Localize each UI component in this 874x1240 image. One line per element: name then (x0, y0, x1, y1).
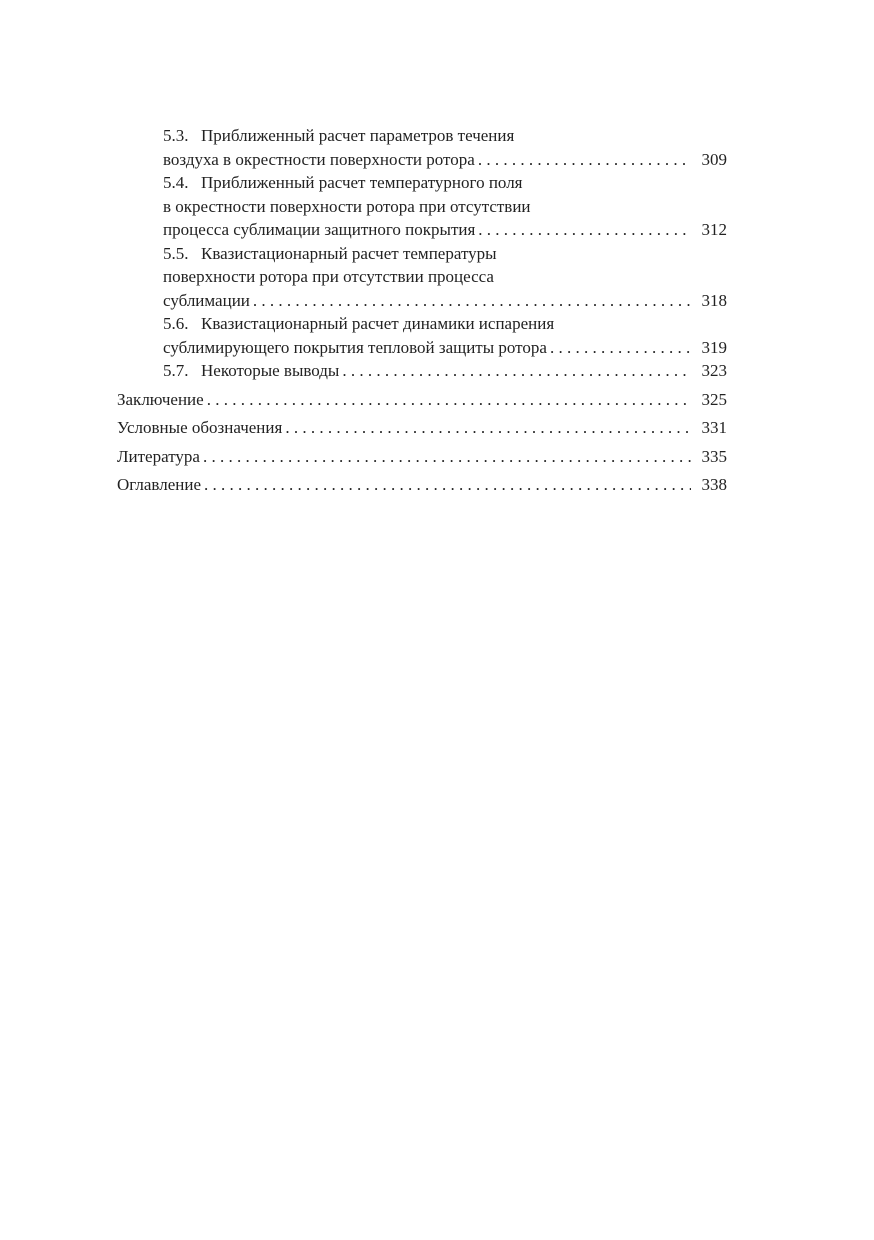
toc-entry-leader-line (163, 359, 727, 383)
toc-entry-literature[interactable] (117, 445, 727, 469)
toc-entry-number: 5.6. (163, 314, 189, 333)
toc-entry-line: поверхности ротора при отсутствии процесса (163, 267, 494, 286)
toc-page-number: 325 (701, 389, 727, 409)
table-of-contents (117, 124, 727, 497)
toc-entry-notation[interactable] (117, 416, 727, 440)
dot-leader (250, 289, 691, 313)
toc-entry-number: 5.3. (163, 126, 189, 145)
toc-entry-title: Квазистационарный расчет динамики испарения (201, 314, 555, 333)
toc-entry-line (163, 171, 727, 195)
toc-entry-5-7[interactable] (117, 359, 727, 383)
toc-page-number: 338 (701, 475, 727, 494)
toc-entry-line (163, 242, 727, 266)
toc-entry-contents[interactable] (117, 473, 727, 497)
toc-entry-leader-line (117, 445, 727, 469)
toc-entry-title: сублимирующего покрытия тепловой защиты ротора (163, 337, 547, 357)
toc-entry-title: Некоторые выводы (201, 361, 340, 380)
toc-page-number: 323 (701, 361, 727, 380)
toc-entry-title: Литература (117, 446, 200, 466)
toc-entry-line (163, 312, 727, 336)
toc-entry-leader-line (117, 388, 727, 412)
dot-leader (547, 336, 691, 360)
toc-page-number: 331 (701, 418, 727, 437)
dot-leader (204, 388, 691, 412)
toc-entry-title: Условные обозначения (117, 418, 283, 437)
toc-entry-5-5[interactable] (117, 242, 727, 313)
toc-entry-leader-line (163, 148, 727, 172)
toc-entry-leader-line (117, 416, 727, 440)
toc-entry-conclusion[interactable] (117, 388, 727, 412)
toc-entry-leader-line (163, 218, 727, 242)
toc-entry-5-3[interactable] (117, 124, 727, 171)
dot-leader (339, 359, 691, 383)
toc-entry-title: Приближенный расчет температурного поля (201, 173, 523, 192)
toc-entry-number: 5.5. (163, 243, 189, 263)
toc-entry-leader-line (117, 473, 727, 497)
toc-entry-number: 5.4. (163, 173, 189, 192)
toc-entry-title: Оглавление (117, 475, 201, 494)
toc-entry-number: 5.7. (163, 361, 189, 380)
toc-entry-title: процесса сублимации защитного покрытия (163, 220, 476, 239)
toc-entry-5-6[interactable] (117, 312, 727, 359)
toc-entry-5-4[interactable] (117, 171, 727, 242)
toc-entry-title: Заключение (117, 389, 204, 409)
toc-page-number: 312 (701, 220, 727, 239)
toc-entry-title: воздуха в окрестности поверхности ротора (163, 149, 475, 169)
toc-page-number: 335 (701, 446, 727, 466)
toc-entry-leader-line (163, 289, 727, 313)
toc-entry-title: Приближенный расчет параметров течения (201, 126, 515, 145)
toc-entry-title-line (163, 359, 339, 383)
dot-leader (475, 148, 691, 172)
toc-page-number: 309 (701, 149, 727, 169)
dot-leader (200, 445, 691, 469)
toc-entry-line: в окрестности поверхности ротора при отсутствии (163, 196, 531, 216)
dot-leader (282, 416, 691, 440)
toc-page-number: 318 (701, 290, 727, 310)
toc-entry-leader-line (163, 336, 727, 360)
toc-page-number: 319 (701, 337, 727, 357)
dot-leader (201, 473, 691, 497)
dot-leader (475, 218, 691, 242)
toc-entry-title: Квазистационарный расчет температуры (201, 243, 497, 263)
toc-entry-title: сублимации (163, 290, 250, 310)
toc-entry-line (163, 124, 727, 148)
